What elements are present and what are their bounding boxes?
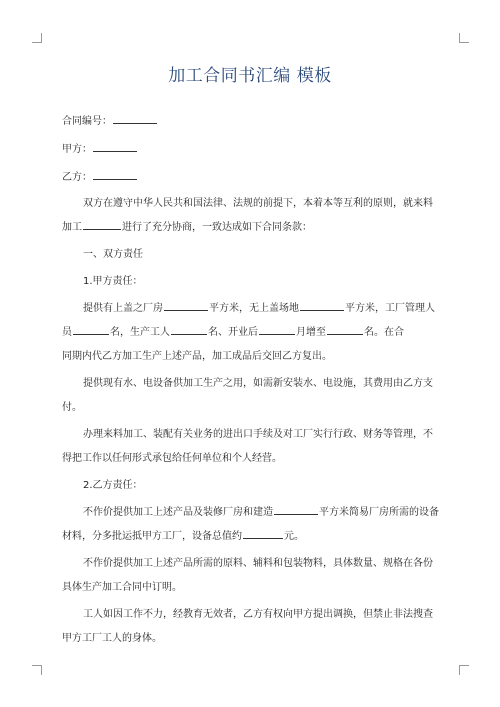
party-b-clause-2-line-1: 不作价提供加工上述产品所需的原料、辅料和包装物料，具体数量、规格在各份 <box>83 558 433 569</box>
clause-text: 元。 <box>284 531 304 542</box>
preamble-text-a: 加工 <box>62 222 82 233</box>
party-a-clause-2-line-1: 提供现有水、电设备供加工生产之用，如需新安装水、电设施，其费用由乙方支 <box>83 378 433 389</box>
party-a-clause-3-line-2: 得把工作以任何形式承包给任何单位和个人经营。 <box>62 453 282 464</box>
simple-plant-area-blank[interactable] <box>274 502 318 515</box>
months-blank[interactable] <box>259 322 295 335</box>
clause-text: 月增至 <box>296 327 326 338</box>
document-title: 加工合同书汇编 模板 <box>168 66 332 86</box>
party-a-blank[interactable] <box>93 139 137 152</box>
party-a-clause-1-line-2 <box>62 321 438 345</box>
preamble-text-b: 进行了充分协商，一致达成如下合同条款： <box>122 222 312 233</box>
clause-text: 名、开业后 <box>208 327 258 338</box>
clause-text: 提供有上盖之厂房 <box>83 303 163 314</box>
party-b-clause-2-line-2: 具体生产加工合同中订明。 <box>62 582 182 593</box>
party-a-label: 甲方： <box>62 144 92 155</box>
contract-number-line <box>62 110 438 134</box>
clause-text: 平方米，无上盖场地 <box>209 303 299 314</box>
party-b-clause-1-line-2 <box>62 525 438 549</box>
page-corner-mark-top-left <box>32 33 42 43</box>
clause-text: 平方米简易厂房所需的设备 <box>319 507 439 518</box>
equipment-value-blank[interactable] <box>243 526 283 539</box>
clause-text: 材料，分多批运抵甲方工厂，设备总值约 <box>62 531 242 542</box>
subsection-heading-party-a: 1.甲方责任： <box>83 276 143 287</box>
clause-text: 名，生产工人 <box>110 327 170 338</box>
contract-number-label: 合同编号： <box>62 116 112 127</box>
contract-number-blank[interactable] <box>113 111 157 124</box>
party-b-clause-1-line-1 <box>62 501 438 525</box>
processing-item-blank[interactable] <box>83 217 121 230</box>
party-b-label: 乙方： <box>62 172 92 183</box>
workers-count-blank[interactable] <box>171 322 207 335</box>
party-a-line <box>62 138 438 162</box>
document-body <box>62 110 438 651</box>
page-corner-mark-bottom-right <box>459 665 469 675</box>
party-b-line <box>62 166 438 190</box>
managers-count-blank[interactable] <box>73 322 109 335</box>
party-a-clause-1-line-1 <box>62 297 438 321</box>
open-area-blank[interactable] <box>300 298 344 311</box>
clause-text: 平方米，工厂管理人 <box>345 303 435 314</box>
party-a-clause-3-line-1: 办理来料加工、装配有关业务的进出口手续及对工厂实行行政、财务等管理，不 <box>83 429 433 440</box>
party-a-clause-1-line-3: 同期内代乙方加工生产上述产品，加工成品后交回乙方复出。 <box>62 351 332 362</box>
covered-area-blank[interactable] <box>164 298 208 311</box>
clause-text: 员 <box>62 327 72 338</box>
clause-text: 名。在合 <box>364 327 404 338</box>
party-b-clause-3-line-1: 工人如因工作不力，经教育无效者，乙方有权向甲方提出调换，但禁止非法搜查 <box>83 609 433 620</box>
preamble-line-1: 双方在遵守中华人民共和国法律、法规的前提下，本着本等互利的原则，就来料 <box>83 198 433 209</box>
party-a-clause-2-line-2: 付。 <box>62 402 82 413</box>
party-b-clause-3-line-2: 甲方工厂工人的身体。 <box>62 633 162 644</box>
party-b-blank[interactable] <box>93 167 137 180</box>
preamble-line-2 <box>62 216 438 240</box>
increase-count-blank[interactable] <box>327 322 363 335</box>
page-corner-mark-bottom-left <box>32 665 42 675</box>
subsection-heading-party-b: 2.乙方责任： <box>83 480 143 491</box>
section-heading-1: 一、双方责任 <box>83 249 143 260</box>
clause-text: 不作价提供加工上述产品及装修厂房和建造 <box>83 507 273 518</box>
page-corner-mark-top-right <box>459 33 469 43</box>
